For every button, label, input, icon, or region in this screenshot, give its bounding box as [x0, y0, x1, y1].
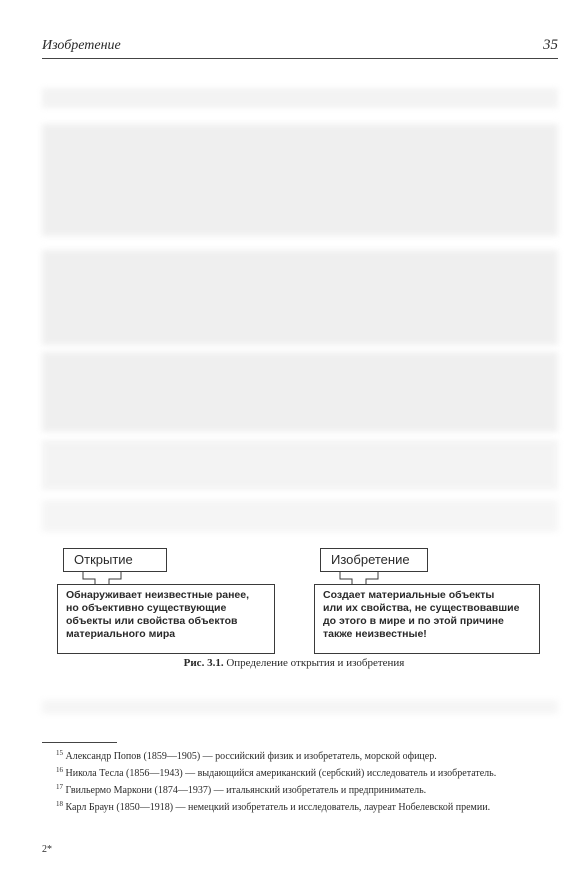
faded-text-block [42, 440, 558, 490]
faded-text-block [42, 700, 558, 714]
footnote [42, 767, 558, 780]
footnote [42, 784, 558, 797]
faded-text-block [42, 352, 558, 432]
connector-arrow-icon [336, 571, 382, 585]
footnote-text: Карл Браун (1850—1918) — немецкий изобретатель и исследователь, лауреат Нобелевской премии. [63, 802, 491, 813]
footnote-mark: 16 [56, 766, 63, 774]
discovery-label: Открытие [63, 548, 167, 572]
footnote [42, 801, 558, 814]
footnote-mark: 17 [56, 783, 63, 791]
footnote-text: Никола Тесла (1856—1943) — выдающийся американский (сербский) исследователь и изобретатель. [63, 768, 497, 779]
page-number: 35 [543, 37, 558, 53]
footnote-text: Гвильермо Маркони (1874—1937) — итальянский изобретатель и предприниматель. [63, 785, 427, 796]
invention-column [314, 548, 544, 654]
footnote-text: Александр Попов (1859—1905) — российский физик и изобретатель, морской офицер. [63, 751, 437, 762]
printer-signature: 2* [42, 844, 52, 855]
footnote-mark: 15 [56, 749, 63, 757]
caption-text: Определение открытия и изобретения [223, 657, 405, 669]
footnotes [42, 750, 558, 818]
discovery-definition: Обнаруживает неизвестные ранее, но объективно существующие объекты или свойства объектов материального мира [57, 584, 275, 654]
footnote [42, 750, 558, 763]
footnote-rule [42, 742, 117, 743]
faded-text-block [42, 88, 558, 108]
figure-caption [0, 657, 588, 669]
connector-arrow-icon [79, 571, 125, 585]
faded-text-block [42, 500, 558, 532]
faded-text-block [42, 124, 558, 236]
discovery-column [57, 548, 287, 654]
invention-definition: Создает материальные объекты или их свойства, не существовавшие до этого в мире и по этой причине также неизвестные! [314, 584, 540, 654]
running-head [42, 36, 558, 59]
footnote-mark: 18 [56, 800, 63, 808]
chapter-title: Изобретение [42, 38, 121, 53]
faded-text-block [42, 250, 558, 345]
caption-number: Рис. 3.1. [183, 657, 224, 669]
figure-discovery-invention [57, 548, 567, 658]
invention-label: Изобретение [320, 548, 428, 572]
